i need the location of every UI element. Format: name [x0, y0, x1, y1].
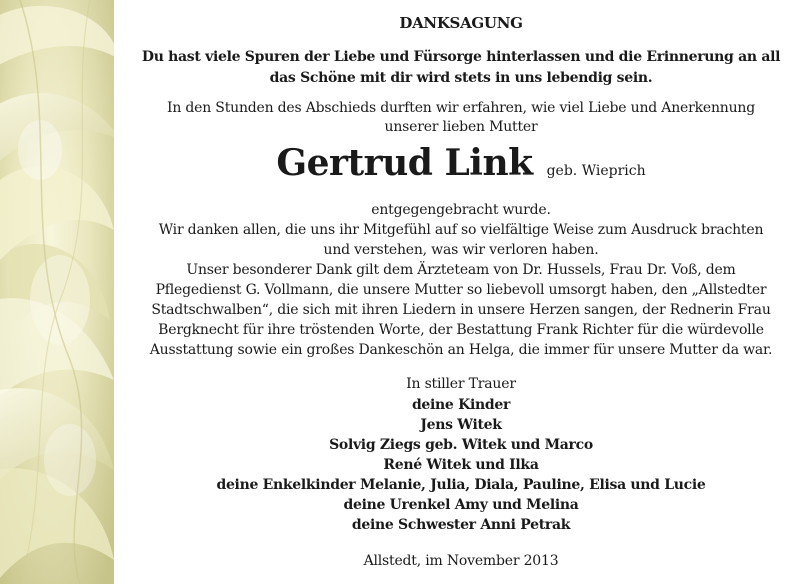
thanks-line: entgegengebracht wurde.	[371, 202, 551, 218]
thanks-line: Unser besonderer Dank gilt dem Ärzteteam von Dr. Hussels, Frau Dr. Voß, dem	[186, 262, 736, 278]
mourner-line: deine Schwester Anni Petrak	[351, 517, 571, 533]
place-and-date: Allstedt, im November 2013	[363, 553, 559, 569]
rose-image	[0, 0, 114, 584]
thanks-line: und verstehen, was wir verloren haben.	[323, 242, 599, 258]
mourner-line: deine Enkelkinder Melanie, Julia, Diala, Pauline, Elisa und Lucie	[216, 477, 706, 493]
lead-line-2: unserer lieben Mutter	[384, 119, 538, 135]
mourner-line: René Witek und Ilka	[383, 457, 539, 473]
intro-line-2: das Schöne mit dir wird stets in uns lebendig sein.	[269, 70, 653, 86]
obituary-notice	[130, 0, 792, 584]
thanks-line: Ausstattung sowie ein großes Dankeschön an Helga, die immer für unsere Mutter da war.	[149, 342, 773, 358]
deceased-birth-name: geb. Wieprich	[546, 163, 646, 179]
mourners-intro: In stiller Trauer	[406, 376, 516, 392]
mourner-line: Jens Witek	[420, 417, 502, 433]
mourner-line: deine Kinder	[411, 397, 511, 413]
thanks-line: Stadtschwalben“, die sich mit ihren Liedern in unsere Herzen sangen, der Rednerin Frau	[151, 302, 771, 318]
mourner-line: Solvig Ziegs geb. Witek und Marco	[329, 437, 593, 453]
thanks-line: Wir danken allen, die uns ihr Mitgefühl auf so vielfältige Weise zum Ausdruck brachten	[158, 222, 764, 238]
intro-line-1: Du hast viele Spuren der Liebe und Fürsorge hinterlassen und die Erinnerung an all	[141, 49, 781, 65]
thanks-line: Pflegedienst G. Vollmann, die unsere Mutter so liebevoll umsorgt haben, den „Allstedter	[155, 282, 767, 298]
notice-title: DANKSAGUNG	[399, 14, 523, 32]
deceased-name-line	[130, 142, 792, 190]
mourner-line: deine Urenkel Amy und Melina	[343, 497, 579, 513]
lead-line-1: In den Stunden des Abschieds durften wir erfahren, wie viel Liebe und Anerkennung	[167, 100, 755, 116]
thanks-line: Bergknecht für ihre tröstenden Worte, der Bestattung Frank Richter für die würdevolle	[158, 322, 764, 338]
deceased-name: Gertrud Link	[276, 142, 533, 184]
